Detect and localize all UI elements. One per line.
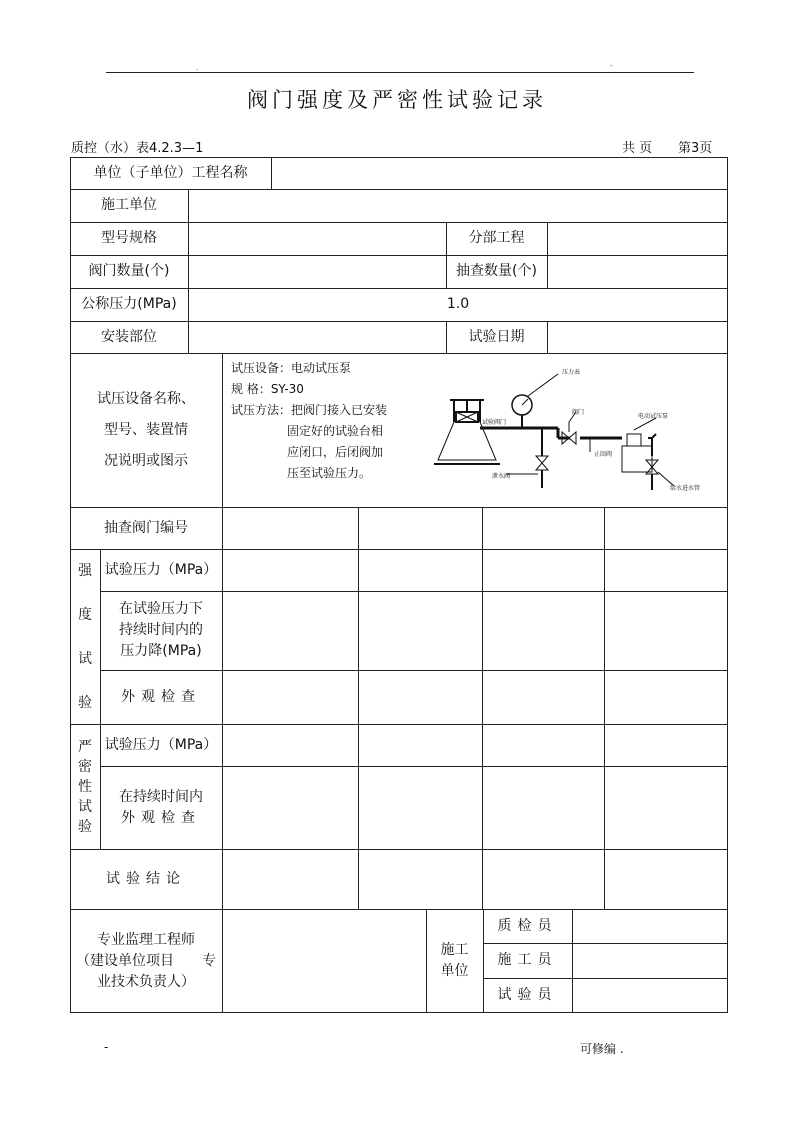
tightness-appearance-label: [100, 766, 222, 849]
model-spec-label: 型号规格: [101, 230, 157, 246]
equipment-method: 应闭口，后闭阀加: [287, 445, 384, 459]
diagram-label-test-valve: 试验阀门: [482, 419, 507, 426]
tightness-appearance-line: 在持续时间内: [119, 788, 203, 805]
nominal-pressure-value: 1.0: [446, 296, 470, 312]
diagram-label-pump: 电动试压泵: [638, 413, 669, 420]
strength-pressure-drop-label: [100, 591, 222, 670]
tightness-test-group-label: [70, 724, 100, 849]
header-mark-right: -: [610, 62, 613, 70]
pressure-drop-line: 持续时间内的: [119, 622, 203, 638]
tester-label: 试验员: [497, 987, 558, 1003]
test-rig-diagram: [430, 360, 722, 502]
grid-line: [482, 507, 483, 909]
equipment-label-line: 况说明或图示: [104, 452, 188, 469]
sample-valve-no-label: 抽查阀门编号: [104, 519, 188, 536]
diagram-label-drain-valve: 泄水阀: [492, 473, 511, 480]
diagram-label-check-valve: 止回阀: [594, 451, 613, 458]
strength-group-char: 度: [78, 606, 92, 623]
footer-right: 可修编 .: [580, 1042, 624, 1056]
equipment-label-line: 型号、装置情: [104, 421, 188, 438]
equipment-method: 试压方法：把阀门接入已安装: [231, 403, 388, 417]
strength-test-pressure-label: 试验压力（MPa）: [104, 561, 218, 578]
grid-line: [188, 189, 189, 353]
sample-count-label: 抽查数量(个): [456, 263, 537, 279]
equipment-label-line: 试压设备名称、: [97, 390, 195, 407]
diagram-label-supply-pipe: 给水进水管: [670, 485, 701, 492]
nominal-pressure-label: 公称压力(MPa): [81, 296, 177, 312]
equipment-method: 固定好的试验台相: [287, 424, 384, 438]
tightness-group-char: 密: [78, 758, 92, 775]
equipment-description: [231, 358, 387, 484]
grid-line: [547, 222, 548, 288]
grid-line: [358, 507, 359, 909]
diagram-label-valve: 阀门: [572, 409, 585, 416]
strength-group-char: 强: [78, 562, 92, 579]
strength-group-char: 验: [78, 694, 92, 711]
sub-project-label: 分部工程: [468, 230, 525, 246]
grid-line: [604, 507, 605, 909]
tightness-group-char: 严: [78, 738, 92, 755]
header-rule: [106, 72, 694, 73]
construction-unit-sign-label: [426, 909, 483, 1013]
page-total: 共 页: [622, 141, 653, 156]
tightness-group-char: 性: [78, 778, 92, 795]
grid-line: [271, 157, 272, 189]
pump-icon: [622, 446, 652, 472]
diagram-label-gauge: 压力表: [562, 369, 581, 376]
constructor-label: 施工员: [497, 952, 558, 968]
grid-line: [572, 909, 573, 1013]
builder-line: 单位: [440, 963, 469, 979]
pressure-drop-line: 压力降(MPa): [120, 643, 202, 659]
strength-appearance-label: 外观检查: [121, 688, 201, 705]
supervisor-line: （建设单位项目 专: [76, 952, 216, 969]
builder-line: 施工: [440, 942, 469, 958]
construction-unit-label: 施工单位: [101, 197, 157, 213]
supervisor-label: [70, 909, 222, 1013]
conclusion-label: 试验结论: [106, 870, 186, 887]
tightness-appearance-line: 外观检查: [121, 809, 201, 826]
tightness-test-pressure-label: 试验压力（MPa）: [104, 736, 218, 753]
footer-left: -: [104, 1040, 109, 1054]
tightness-group-char: 试: [78, 798, 92, 815]
project-name-label: 单位（子单位）工程名称: [93, 164, 248, 181]
grid-line: [547, 321, 548, 353]
valve-count-label: 阀门数量(个): [88, 263, 170, 279]
strength-group-char: 试: [78, 650, 92, 667]
page-number: 第3页: [678, 141, 713, 156]
grid-line: [222, 507, 223, 1013]
strength-test-group-label: [70, 549, 100, 724]
drain-valve-icon: [536, 456, 548, 470]
pressure-drop-line: 在试验压力下: [119, 601, 203, 617]
test-date-label: 试验日期: [468, 328, 525, 345]
install-location-label: 安装部位: [101, 328, 157, 345]
equipment-label: [70, 353, 222, 507]
equipment-spec: 规 格：SY-30: [231, 382, 304, 396]
equipment-device: 试压设备：电动试压泵: [231, 361, 352, 375]
supervisor-line: 专业监理工程师: [97, 931, 195, 948]
tightness-group-char: 验: [78, 818, 92, 835]
grid-line: [222, 353, 223, 507]
form-code: 质控（水）表4.2.3—1: [71, 141, 204, 156]
header-mark-left: .: [196, 64, 199, 72]
document-title: 阀门强度及严密性试验记录: [247, 88, 547, 112]
supervisor-line: 业技术负责人）: [97, 973, 195, 990]
equipment-method: 压至试验压力。: [287, 466, 372, 480]
quality-inspector-label: 质检员: [497, 917, 558, 934]
